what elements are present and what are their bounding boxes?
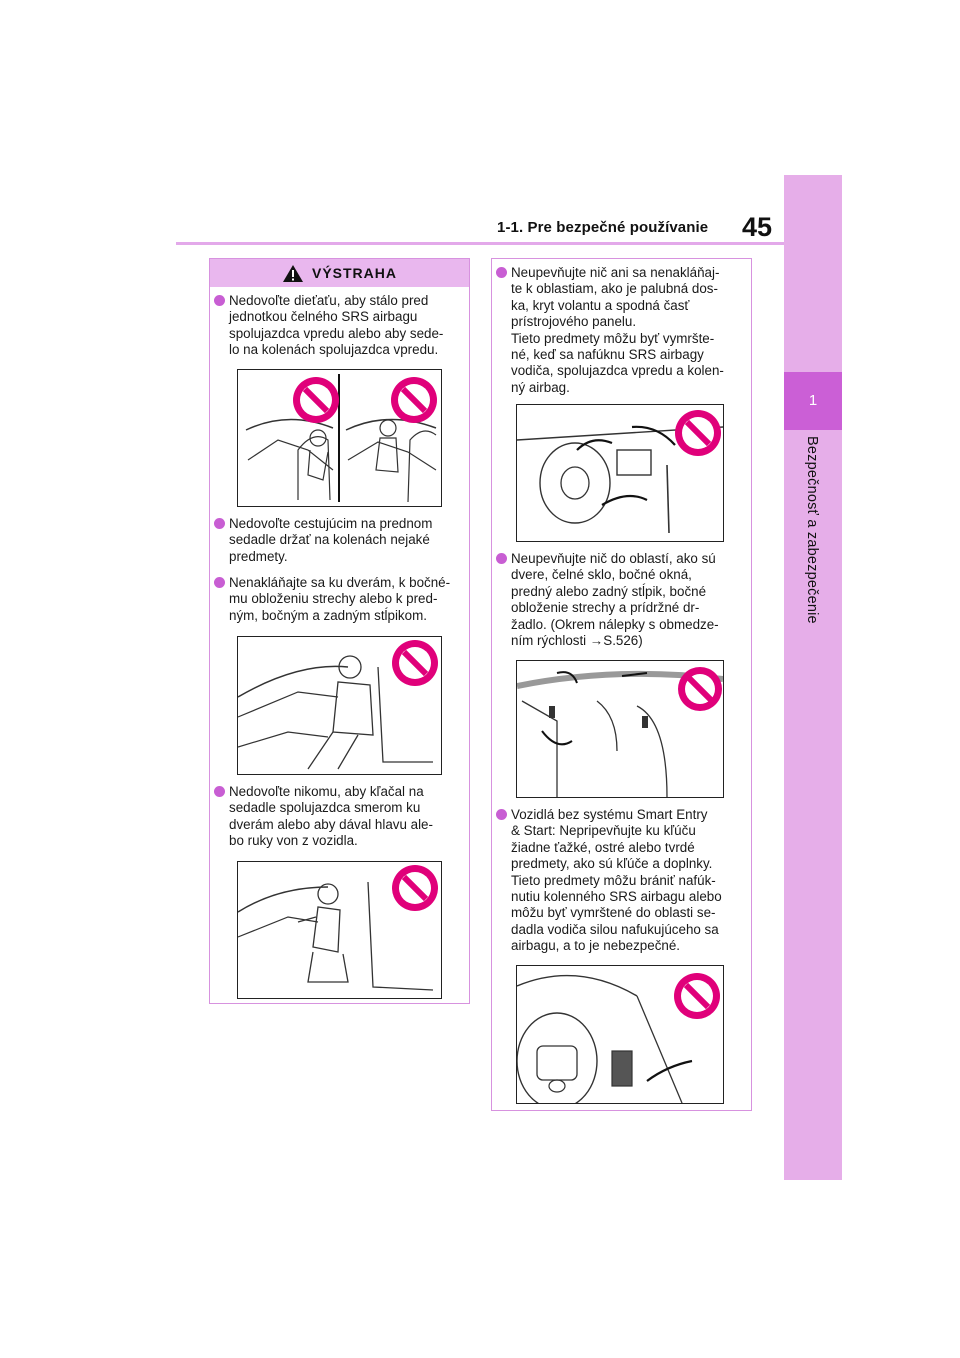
warning-item: [496, 265, 745, 396]
warning-item: [214, 784, 463, 850]
warning-item-text: Vozidlá bez systému Smart Entry & Start: Nepripevňujte ku kľúču žiadne ťažké, ostré alebo tvrdé predmety, ako sú kľúče a doplnky. Tieto predmety môžu brániť nafúk- nutiu kolenného SRS airbagu alebo môžu byť vymrštené do oblasti se- dadla vodiča silou nafukujúceho sa airbagu, a to je nebezpečné.: [511, 807, 722, 954]
warning-item-text: Neupevňujte nič do oblastí, ako sú dvere, čelné sklo, bočné okná, predný alebo zadný stĺpik, bočné obloženie strechy a prídržné dr- žadlo. (Okrem nálepky s obmedze- ním rýchlosti →S.526): [511, 551, 719, 649]
chapter-number: 1: [808, 392, 818, 409]
prohibition-icon: [674, 973, 720, 1019]
bullet-icon: [214, 786, 225, 797]
prohibition-icon: [392, 865, 438, 911]
illustration-kneeling-seat: [237, 861, 442, 999]
bullet-icon: [214, 295, 225, 306]
warning-item-text: Nedovoľte dieťaťu, aby stálo pred jednotkou čelného SRS airbagu spolujazdca vpredu alebo aby sede- lo na kolenách spolujazdca vpredu.: [229, 293, 444, 358]
bullet-icon: [214, 518, 225, 529]
warning-item-text: Neupevňujte nič ani sa nenakláňaj- te k oblastiam, ako je palubná dos- ka, kryt volantu a spodná časť prístrojového panelu. Tieto predmety môžu byť vymršte- né, keď sa nafúknu SRS airbagy vodiča, spolujazdca vpredu a kolen- ný airbag.: [511, 265, 724, 395]
section-title: 1-1. Pre bezpečné používanie: [497, 219, 709, 236]
bullet-icon: [214, 577, 225, 588]
illustration-key-steering: [516, 965, 724, 1104]
chapter-side-tab: [784, 175, 842, 1180]
illustration-dashboard: [516, 404, 724, 542]
warning-item-text: Nedovoľte nikomu, aby kľačal na sedadle spolujazdca smerom ku dverám alebo aby dával hlavu ale- bo ruky von z vozidla.: [229, 784, 433, 849]
warning-title-bar: [210, 259, 469, 287]
bullet-icon: [496, 553, 507, 564]
warning-title: VÝSTRAHA: [311, 265, 397, 281]
header-rule: [176, 242, 784, 245]
warning-box-left: [209, 258, 470, 1004]
warning-item: [214, 293, 463, 359]
chapter-title: Bezpečnosť a zabezpečenie: [804, 436, 820, 624]
warning-box-right: [491, 258, 752, 1111]
bullet-icon: [496, 267, 507, 278]
illustration-interior-pillars: [516, 660, 724, 798]
prohibition-icon: [392, 640, 438, 686]
illustration-leaning-door: [237, 636, 442, 775]
warning-item-text: Nenakláňajte sa ku dverám, k bočné- mu obloženiu strechy alebo k pred- ným, bočným a zadným stĺpikom.: [229, 575, 451, 623]
warning-item: [214, 516, 463, 565]
illustration-child-front-seat: [237, 369, 442, 507]
prohibition-icon: [293, 377, 339, 423]
warning-item-text: Nedovoľte cestujúcim na prednom sedadle držať na kolenách nejaké predmety.: [229, 516, 433, 564]
page-number: 45: [742, 212, 773, 242]
bullet-icon: [496, 809, 507, 820]
prohibition-icon: [675, 410, 721, 456]
prohibition-icon: [391, 377, 437, 423]
warning-item: [496, 551, 745, 649]
warning-triangle-icon: [282, 264, 304, 283]
warning-item: [496, 807, 745, 955]
prohibition-icon: [678, 667, 722, 711]
warning-item: [214, 575, 463, 624]
